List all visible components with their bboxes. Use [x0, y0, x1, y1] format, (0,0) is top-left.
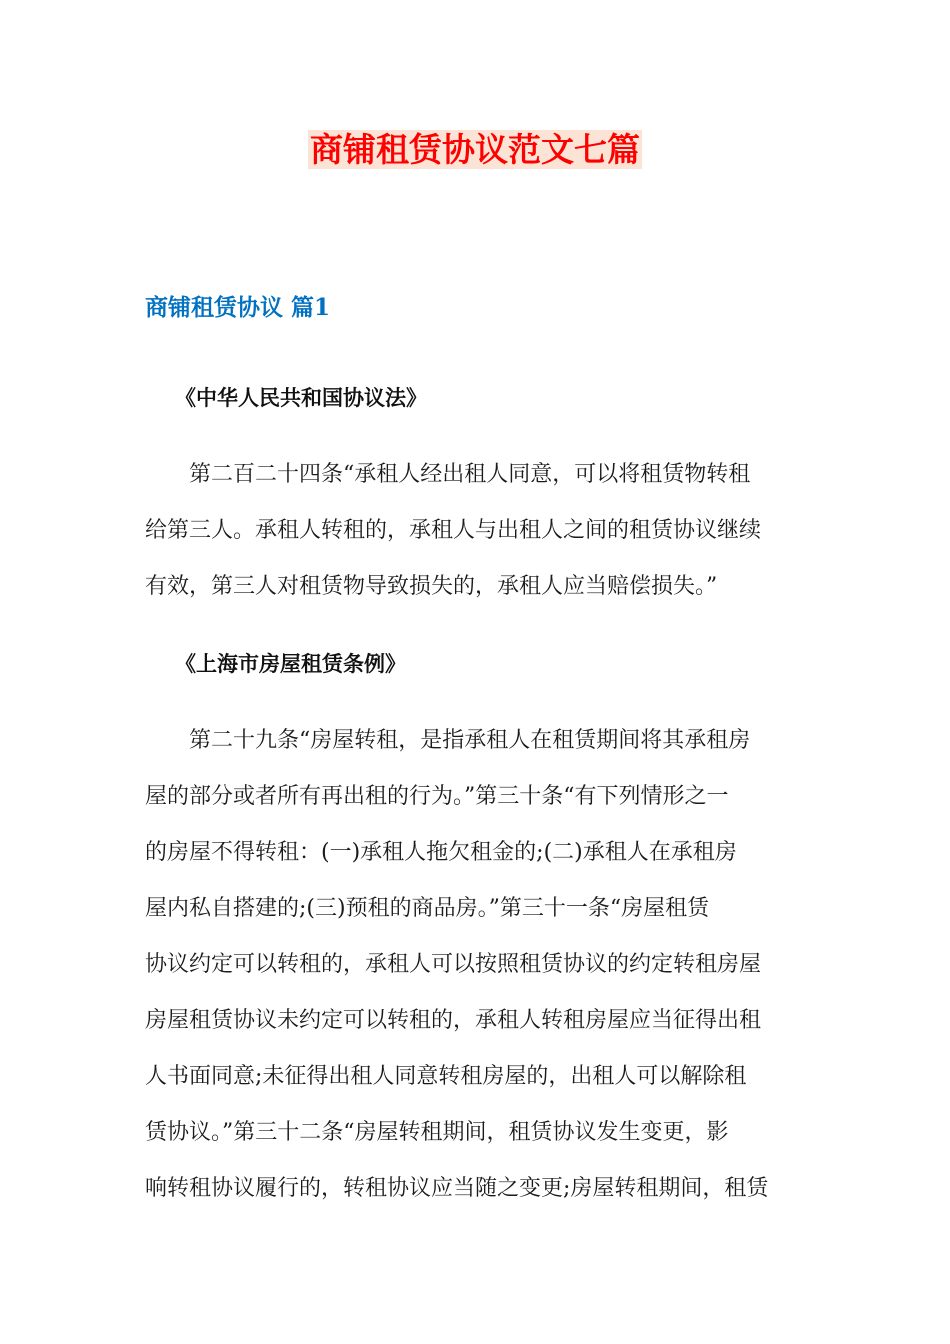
paragraph-line: 第二十九条“房屋转租，是指承租人在租赁期间将其承租房: [145, 728, 751, 753]
paragraph-line: 有效，第三人对租赁物导致损失的，承租人应当赔偿损失。”: [145, 574, 718, 599]
law-title-contract-law: 《中华人民共和国协议法》: [175, 385, 427, 410]
paragraph-line: 人书面同意;未征得出租人同意转租房屋的，出租人可以解除租: [145, 1064, 747, 1089]
paragraph-line: 响转租协议履行的，转租协议应当随之变更;房屋转租期间，租赁: [145, 1176, 769, 1201]
paragraph-line: 第二百二十四条“承租人经出租人同意，可以将租赁物转租: [145, 462, 751, 487]
paragraph-article-29: [145, 721, 815, 1225]
paragraph-line: 协议约定可以转租的，承租人可以按照租赁协议的约定转租房屋: [145, 952, 762, 977]
law-title-shanghai-regulation: 《上海市房屋租赁条例》: [175, 651, 406, 676]
document-title-text: 商铺租赁协议范文七篇: [310, 130, 640, 169]
document-title: [0, 126, 950, 174]
paragraph-line: 屋的部分或者所有再出租的行为。”第三十条“有下列情形之一: [145, 784, 729, 809]
paragraph-line: 房屋租赁协议未约定可以转租的，承租人转租房屋应当征得出租: [145, 1008, 762, 1033]
paragraph-article-224: [145, 455, 815, 623]
paragraph-line: 给第三人。承租人转租的，承租人与出租人之间的租赁协议继续: [145, 518, 762, 543]
paragraph-line: 的房屋不得转租：(一)承租人拖欠租金的;(二)承租人在承租房: [145, 840, 737, 865]
paragraph-line: 赁协议。”第三十二条“房屋转租期间，租赁协议发生变更，影: [145, 1120, 729, 1145]
section-heading: 商铺租赁协议 篇1: [145, 294, 331, 321]
paragraph-line: 屋内私自搭建的;(三)预租的商品房。”第三十一条“房屋租赁: [145, 896, 710, 921]
